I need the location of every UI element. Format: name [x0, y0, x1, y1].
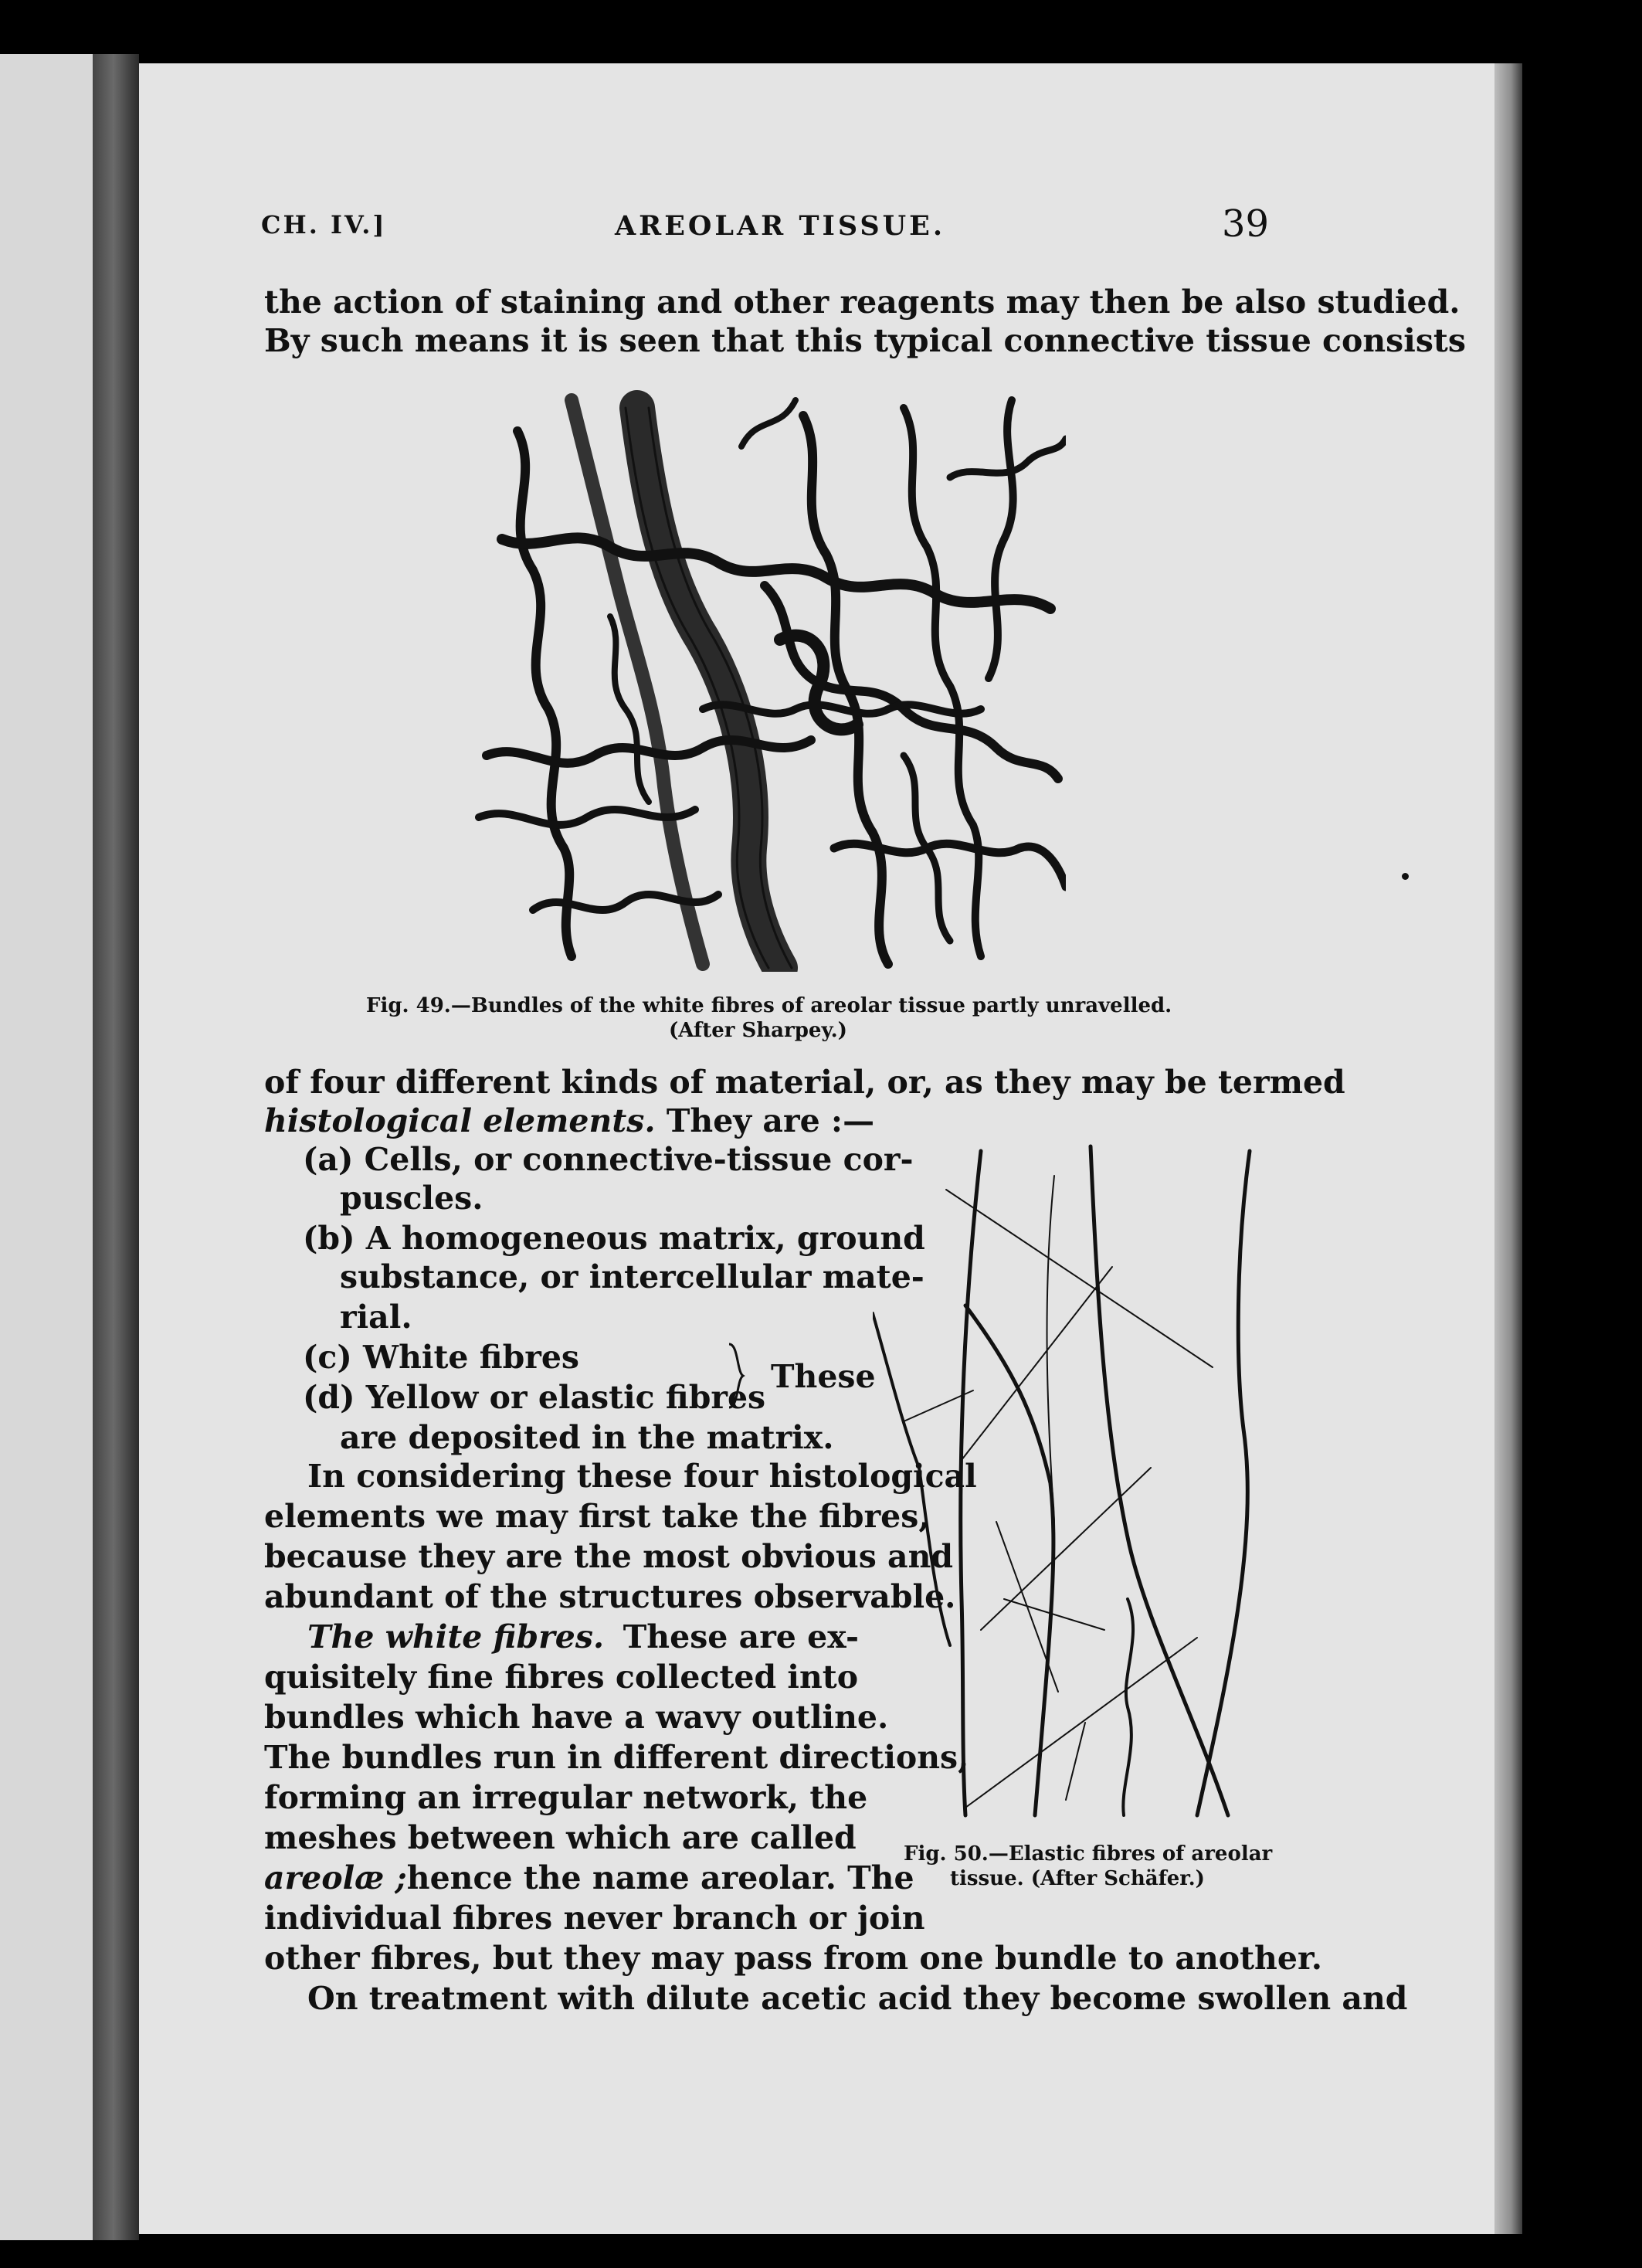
running-header-chapter: CH. IV.]: [261, 210, 387, 239]
body-line: the action of staining and other reagents may then be also studied.: [264, 284, 1460, 321]
italic-term: histological elements.: [264, 1102, 656, 1139]
running-header-title: AREOLAR TISSUE.: [615, 210, 946, 242]
right-page-edge: [1494, 63, 1522, 2234]
figure-49-caption-credit: (After Sharpey.): [669, 1019, 847, 1042]
body-text: These are ex-: [623, 1618, 859, 1655]
body-line: of four different kinds of material, or, as they may be termed: [264, 1064, 1345, 1101]
list-item-a: (a) Cells, or connective-tissue cor-: [303, 1141, 914, 1178]
body-line: The bundles run in different directions,: [264, 1739, 969, 1776]
scan-speck: [1402, 873, 1409, 880]
list-item-b: (b) A homogeneous matrix, ground: [303, 1220, 925, 1257]
body-line: because they are the most obvious and: [264, 1538, 954, 1575]
figure-50-elastic-fibres: [873, 1136, 1282, 1831]
body-line: abundant of the structures observable.: [264, 1578, 956, 1615]
brace-label: These: [771, 1358, 876, 1395]
page-number: 39: [1222, 202, 1270, 246]
list-item-a-cont: puscles.: [340, 1180, 483, 1217]
body-line: are deposited in the matrix.: [340, 1419, 834, 1456]
list-item-d: (d) Yellow or elastic fibres: [303, 1379, 766, 1416]
body-line: [264, 1102, 874, 1140]
body-line: meshes between which are called: [264, 1819, 857, 1856]
body-line: bundles which have a wavy outline.: [264, 1699, 889, 1736]
body-line: quisitely fine fibres collected into: [264, 1659, 859, 1696]
book-binding: [93, 54, 139, 2240]
list-item-b-cont: rial.: [340, 1299, 412, 1336]
italic-term: areolæ ;: [264, 1859, 407, 1896]
figure-49-caption: Fig. 49.—Bundles of the white fibres of areolar tissue partly unravelled.: [366, 994, 1172, 1017]
figure-50-caption: Fig. 50.—Elastic fibres of areolar: [904, 1842, 1273, 1866]
body-line: In considering these four histological: [307, 1458, 977, 1495]
body-line: On treatment with dilute acetic acid they become swollen and: [307, 1980, 1408, 2017]
list-item-c: (c) White fibres: [303, 1339, 580, 1376]
body-line: individual fibres never branch or join: [264, 1900, 925, 1937]
figure-49-fibre-bundles: [471, 385, 1066, 972]
body-line: [307, 1618, 859, 1656]
body-line: forming an irregular network, the: [264, 1779, 868, 1816]
body-text: They are :—: [666, 1102, 875, 1139]
curly-brace: [726, 1341, 746, 1411]
body-line: By such means it is seen that this typical connective tissue consists: [264, 322, 1466, 359]
body-line: elements we may first take the fibres,: [264, 1498, 930, 1535]
list-item-b-cont: substance, or intercellular mate-: [340, 1258, 924, 1295]
body-line: [264, 1859, 914, 1897]
body-text: hence the name areolar. The: [406, 1859, 914, 1896]
figure-50-caption-credit: tissue. (After Schäfer.): [950, 1867, 1205, 1890]
italic-term: The white fibres.: [307, 1618, 605, 1655]
body-line: other fibres, but they may pass from one bundle to another.: [264, 1940, 1323, 1977]
